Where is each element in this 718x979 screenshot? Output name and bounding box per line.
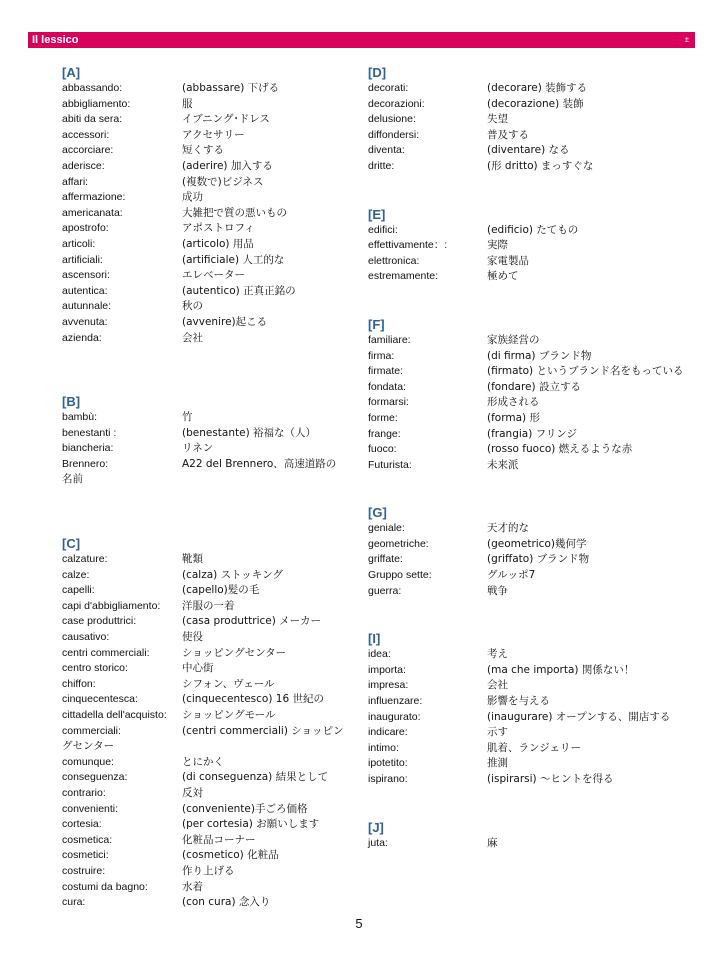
entry-definition: 極めて [487, 270, 519, 283]
entry-definition: グルッポ7 [487, 569, 536, 582]
entry-definition: 普及する [487, 128, 529, 141]
entry-definition: 考え [487, 648, 508, 661]
glossary-entry [368, 223, 688, 239]
glossary-entry [62, 786, 352, 802]
glossary-entry [368, 143, 688, 159]
entry-term: conseguenza: [62, 771, 128, 784]
glossary-entry [62, 190, 352, 206]
glossary-entry [368, 238, 688, 254]
entry-definition: A22 del Brennero、高速道路の [182, 457, 337, 470]
glossary-entry [62, 299, 352, 315]
entry-definition: とにかく [182, 755, 224, 768]
entry-term: guerra: [368, 584, 402, 597]
entry-term: cosmetica: [62, 833, 113, 846]
section-letter: [J] [368, 819, 384, 835]
entry-definition: (形 dritto) まっすぐな [487, 159, 594, 172]
glossary-entry [368, 442, 688, 458]
entry-definition: 肌着、ランジェリー [487, 741, 582, 754]
section-letter: [C] [62, 536, 81, 552]
entry-term: cortesia: [62, 818, 102, 831]
entry-definition: 作り上げる [182, 864, 235, 877]
entry-term: forme: [368, 411, 398, 424]
glossary-entry [62, 770, 352, 786]
entry-term: avvenuta: [62, 315, 108, 328]
glossary-section [62, 535, 352, 911]
glossary-entry [62, 848, 352, 864]
glossary-entry [368, 112, 688, 128]
right-column [368, 64, 688, 851]
entry-term: elettronica: [368, 254, 420, 267]
glossary-section [62, 393, 352, 488]
glossary-entry [368, 568, 688, 584]
entry-term: importa: [368, 663, 406, 676]
header-bar [28, 32, 695, 48]
glossary-section [368, 504, 688, 599]
entry-definition: ショッピングセンター [182, 646, 287, 659]
entry-definition: (fondare) 設立する [487, 380, 581, 393]
entry-definition: 洋服の一着 [182, 599, 235, 612]
glossary-entry [368, 678, 688, 694]
entry-term: geometriche: [368, 537, 429, 550]
section-letter: [D] [368, 65, 387, 80]
glossary-entry [62, 661, 352, 677]
glossary-entry [62, 880, 352, 896]
entry-term: articoli: [62, 237, 96, 250]
entry-definition: (ispirarsi) ～ヒントを得る [487, 773, 614, 785]
glossary-entry [62, 426, 352, 442]
entry-term: decorazioni: [368, 97, 425, 110]
glossary-entry [62, 552, 352, 568]
entry-definition: (decorazione) 装飾 [487, 97, 584, 110]
entry-definition: (diventare) なる [487, 144, 570, 157]
entry-definition: 家電製品 [487, 254, 529, 267]
section-spacer [368, 599, 688, 630]
entry-term: americanata: [62, 206, 123, 219]
entry-definition: 水着 [182, 880, 203, 893]
entry-term: abbassando: [62, 82, 123, 94]
glossary-entry [62, 864, 352, 880]
glossary-entry [368, 411, 688, 427]
entry-definition: 会社 [182, 331, 203, 344]
entry-term: benestanti : [62, 426, 117, 439]
glossary-entry [62, 143, 352, 159]
entry-term: delusione: [368, 113, 416, 126]
entry-term: familiare: [368, 333, 411, 346]
entry-definition: (aderire) 加入する [182, 159, 273, 172]
section-letter: [A] [62, 65, 81, 80]
entry-term: case produttrici: [62, 615, 137, 628]
entry-term: juta: [368, 836, 388, 849]
entry-term: fondata: [368, 380, 406, 393]
glossary-entry [368, 380, 688, 396]
section-spacer [368, 473, 688, 504]
entry-term: autunnale: [62, 300, 112, 313]
entry-term: Gruppo sette: [368, 569, 432, 582]
entry-definition: 未来派 [487, 458, 519, 471]
glossary-entry [62, 97, 352, 113]
entry-definition: 失望 [487, 113, 508, 126]
entry-definition: (forma) 形 [487, 411, 540, 424]
entry-term: causativo: [62, 631, 110, 644]
glossary-entry [62, 221, 352, 237]
glossary-entry [62, 630, 352, 646]
entry-term: artificiali: [62, 253, 103, 266]
glossary-entry [62, 112, 352, 128]
glossary-entry [368, 836, 688, 852]
glossary-entry [368, 552, 688, 568]
entry-definition: イブニング･ドレス [182, 113, 270, 126]
glossary-entry [62, 646, 352, 662]
entry-term: ipotetito: [368, 757, 408, 770]
entry-term: abiti da sera: [62, 113, 123, 126]
entry-term: Futurista: [368, 458, 412, 471]
glossary-entry [62, 457, 352, 473]
glossary-section [368, 206, 688, 285]
entry-term: firmate: [368, 365, 404, 378]
glossary-section [368, 64, 688, 175]
entry-definition: (benestante) 裕福な（人） [182, 426, 317, 439]
glossary-entry [62, 441, 352, 457]
glossary-entry [368, 537, 688, 553]
entry-term: cura: [62, 896, 86, 909]
entry-definition: アポストロフィ [182, 222, 255, 235]
entry-definition: 推測 [487, 757, 508, 770]
entry-term: capelli: [62, 584, 95, 597]
entry-term: azienda: [62, 331, 102, 344]
entry-definition: 反対 [182, 786, 203, 799]
glossary-entry [62, 331, 352, 347]
entry-definition: 使役 [182, 631, 203, 644]
entry-definition: 秋の [182, 300, 203, 313]
entry-term: decorati: [368, 82, 409, 94]
glossary-entry [62, 159, 352, 175]
entry-term: estremamente: [368, 270, 439, 283]
entry-definition: (edificio) たてもの [487, 223, 579, 236]
section-letter: [G] [368, 505, 387, 521]
entry-term: indicare: [368, 726, 408, 739]
glossary-entry [368, 349, 688, 365]
entry-definition: (cinquecentesco) 16 世紀の [182, 693, 324, 706]
entry-term: griffate: [368, 553, 403, 566]
glossary-entry [368, 741, 688, 757]
entry-term: diffondersi: [368, 128, 420, 141]
entry-term: bambù: [62, 411, 98, 424]
entry-term: centro storico: [62, 662, 128, 675]
glossary-entry [62, 724, 352, 740]
entry-definition: アクセサリー [182, 128, 245, 141]
section-letter: [F] [368, 316, 385, 332]
glossary-entry [368, 647, 688, 663]
entry-term: centri commerciali: [62, 646, 150, 659]
entry-term: intimo: [368, 741, 399, 754]
entry-definition: (casa produttrice) メーカー [182, 615, 321, 628]
entry-definition: 天才的な [487, 522, 529, 535]
glossary-section [62, 64, 352, 346]
section-title: Il lessico [32, 34, 79, 46]
section-letter: [I] [368, 631, 381, 647]
glossary-entry [62, 802, 352, 818]
entry-definition: 麻 [487, 836, 498, 849]
glossary-entry [62, 315, 352, 331]
glossary-entry [62, 708, 352, 724]
entry-term: chiffon: [62, 677, 96, 690]
entry-term: capi d'abbigliamento: [62, 599, 161, 612]
entry-term: fuoco: [368, 443, 397, 456]
entry-term: commerciali: [62, 724, 121, 737]
entry-definition: 示す [487, 726, 508, 739]
header-mark: ± [684, 35, 689, 44]
glossary-section [368, 819, 688, 852]
glossary-entry [62, 568, 352, 584]
glossary-entry [62, 895, 352, 911]
entry-term: contrario: [62, 786, 106, 799]
entry-definition: (firmato) というブランド名をもっている [487, 365, 684, 378]
entry-term: ascensori: [62, 269, 110, 282]
entry-term: formarsi: [368, 396, 409, 409]
entry-term: cinquecentesca: [62, 693, 138, 706]
entry-definition-continued: グセンター [62, 740, 115, 753]
section-spacer [62, 346, 352, 393]
glossary-entry [368, 364, 688, 380]
glossary-entry [62, 692, 352, 708]
entry-definition: (griffato) ブランド物 [487, 553, 590, 566]
glossary-entry [368, 254, 688, 270]
entry-term: accorciare: [62, 144, 114, 157]
glossary-entry [62, 817, 352, 833]
entry-definition-continued: 名前 [62, 473, 83, 486]
entry-term: cosmetici: [62, 849, 109, 862]
entry-term: geniale: [368, 522, 405, 535]
entry-definition: 短くする [182, 144, 224, 157]
entry-term: idea: [368, 648, 391, 661]
glossary-entry [368, 97, 688, 113]
entry-definition: リネン [182, 442, 214, 455]
entry-term: affermazione: [62, 191, 126, 204]
entry-definition: 靴類 [182, 553, 203, 566]
section-letter: [B] [62, 394, 81, 410]
entry-definition: (con cura) 念入り [182, 896, 271, 909]
entry-definition: エレベーター [182, 269, 245, 282]
entry-term: frange: [368, 427, 401, 440]
entry-term: influenzare: [368, 695, 423, 708]
glossary-entry [368, 159, 688, 175]
section-spacer [368, 285, 688, 316]
entry-term: comunque: [62, 755, 114, 768]
glossary-entry [62, 284, 352, 300]
left-column [62, 64, 352, 911]
glossary-entry [62, 614, 352, 630]
entry-definition: (conveniente)手ごろ価格 [182, 802, 308, 815]
entry-definition: (calza) ストッキング [182, 568, 283, 581]
entry-term: Brennero: [62, 457, 109, 470]
glossary-entry [368, 458, 688, 474]
entry-term: firma: [368, 349, 395, 362]
entry-term: affari: [62, 175, 89, 188]
glossary-entry [368, 427, 688, 443]
entry-term: inaugurato: [368, 710, 421, 723]
entry-definition: 中心街 [182, 662, 214, 675]
glossary-entry [62, 833, 352, 849]
entry-definition: (decorare) 装飾する [487, 82, 588, 94]
entry-definition: (capello)髪の毛 [182, 584, 260, 597]
entry-definition: (per cortesia) お願いします [182, 818, 320, 831]
glossary-entry [62, 677, 352, 693]
entry-definition: 家族経営の [487, 333, 540, 346]
entry-term: cittadella dell'acquisto: [62, 709, 167, 721]
entry-definition: (geometrico)幾何学 [487, 537, 587, 550]
entry-definition: 影響を与える [487, 695, 550, 708]
entry-definition: 成功 [182, 191, 203, 204]
glossary-entry [62, 410, 352, 426]
entry-term: edifici: [368, 223, 398, 236]
section-letter: [E] [368, 206, 386, 222]
entry-definition: 竹 [182, 411, 193, 424]
entry-definition: (autentico) 正真正銘の [182, 284, 296, 297]
entry-definition: (di firma) ブランド物 [487, 349, 592, 362]
entry-term: dritte: [368, 159, 395, 172]
glossary-entry [62, 599, 352, 615]
entry-definition: ショッピングモール [182, 709, 276, 721]
entry-term: aderisce: [62, 159, 105, 172]
glossary-entry [62, 755, 352, 771]
glossary-entry [368, 756, 688, 772]
glossary-entry [368, 725, 688, 741]
entry-definition: シフォン、ヴェール [182, 677, 275, 690]
entry-term: costruire: [62, 864, 106, 877]
entry-term: impresa: [368, 679, 409, 692]
entry-definition: (cosmetico) 化粧品 [182, 849, 279, 862]
entry-term: biancheria: [62, 442, 114, 455]
glossary-entry [368, 710, 688, 726]
section-spacer [368, 788, 688, 819]
entry-definition: (abbassare) 下げる [182, 82, 280, 94]
glossary-entry [62, 583, 352, 599]
glossary-entry [62, 253, 352, 269]
glossary-entry [368, 269, 688, 285]
entry-definition: 大雑把で質の悪いもの [182, 206, 287, 219]
glossary-entry [368, 128, 688, 144]
glossary-entry [368, 395, 688, 411]
section-spacer [62, 488, 352, 535]
entry-definition: 戦争 [487, 584, 508, 597]
entry-term: autentica: [62, 284, 108, 297]
glossary-entry [62, 268, 352, 284]
entry-definition: (frangia) フリンジ [487, 427, 577, 440]
entry-definition: (artificiale) 人工的な [182, 253, 285, 266]
entry-definition: (articolo) 用品 [182, 237, 254, 250]
entry-definition: (avvenire)起こる [182, 315, 268, 328]
entry-definition: (複数で)ビジネス [182, 175, 264, 188]
entry-term: accessori: [62, 128, 110, 141]
glossary-entry [368, 81, 688, 97]
entry-term: diventa: [368, 144, 405, 157]
entry-definition: (ma che importa) 関係ない！ [487, 663, 635, 676]
entry-term: calzature: [62, 553, 108, 566]
glossary-entry [62, 206, 352, 222]
glossary-entry [62, 128, 352, 144]
entry-definition: 服 [182, 97, 193, 110]
glossary-entry [368, 694, 688, 710]
glossary-entry [368, 584, 688, 600]
entry-definition: 実際 [487, 239, 508, 252]
entry-definition: 会社 [487, 679, 508, 692]
glossary-section [368, 316, 688, 473]
glossary-entry [62, 237, 352, 253]
glossary-entry [62, 175, 352, 191]
entry-definition: (di conseguenza) 結果として [182, 771, 329, 784]
entry-term: calze: [62, 568, 90, 581]
entry-term: convenienti: [62, 802, 119, 815]
entry-term: costumi da bagno: [62, 880, 148, 893]
glossary-entry [368, 333, 688, 349]
page-number: 5 [355, 916, 363, 931]
entry-definition: (rosso fuoco) 燃えるような赤 [487, 443, 633, 456]
entry-term: abbigliamento: [62, 97, 131, 110]
entry-definition: 化粧品コーナー [182, 833, 256, 846]
entry-definition: 形成される [487, 396, 540, 409]
glossary-entry [368, 521, 688, 537]
section-spacer [368, 175, 688, 206]
glossary-entry [62, 81, 352, 97]
entry-term: apostrofo: [62, 222, 109, 235]
glossary-section [368, 630, 688, 787]
entry-definition: (inaugurare) オープンする、開店する [487, 710, 671, 723]
glossary-entry [368, 663, 688, 679]
entry-definition: (centri commerciali) ショッピン [182, 724, 344, 737]
entry-term: ispirano: [368, 773, 408, 785]
glossary-entry [368, 772, 688, 788]
entry-term: effettivamente：: [368, 239, 448, 252]
